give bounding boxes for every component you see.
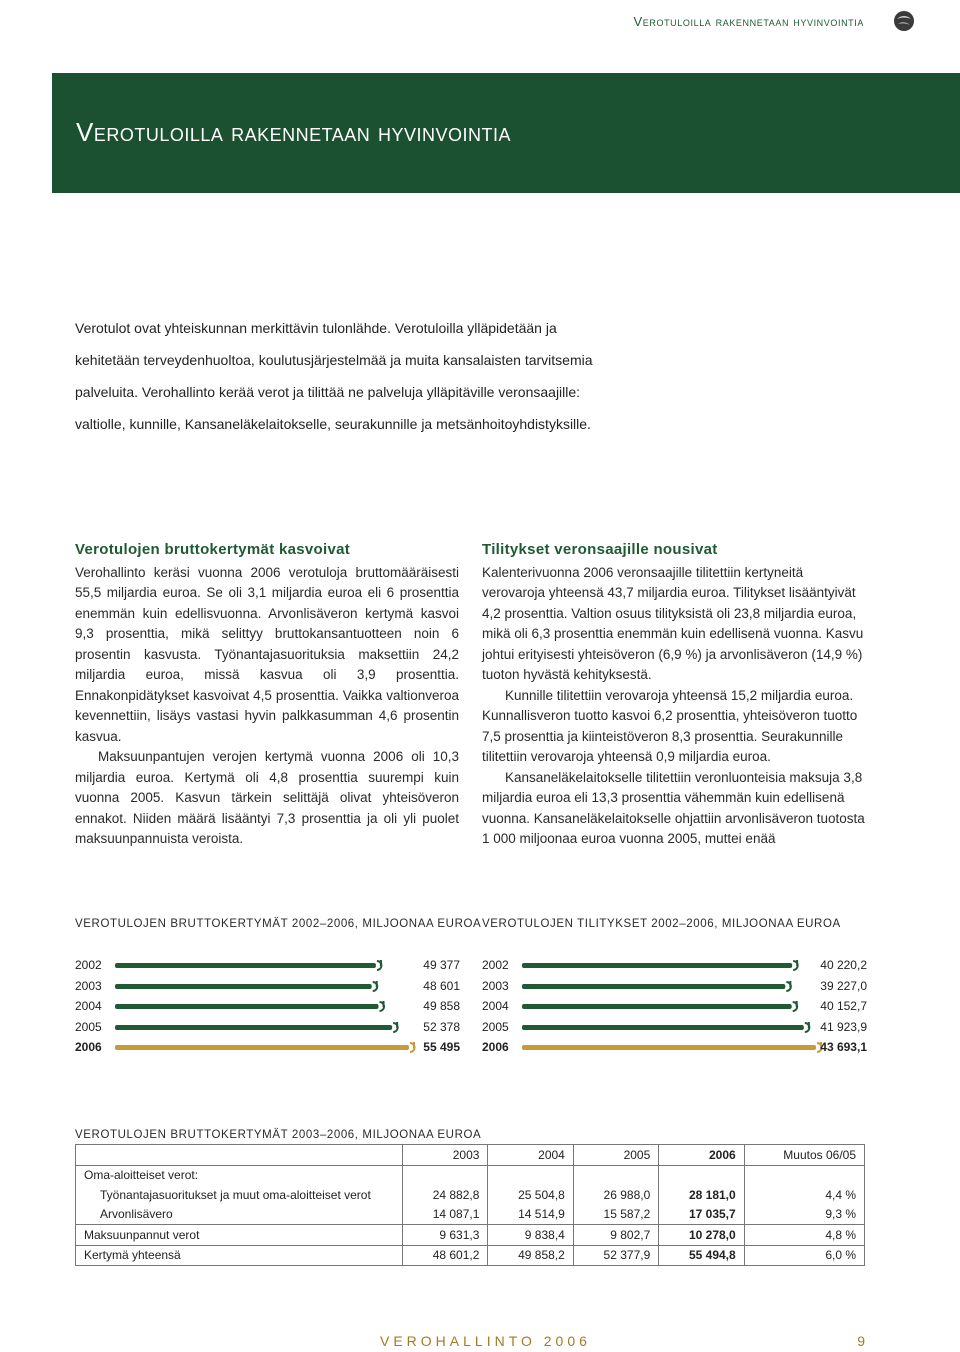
bar-category-label: 2005 [75,1019,102,1034]
table-cell: 15 587,2 [573,1205,658,1225]
table-row [76,1205,865,1225]
table-title: VEROTULOJEN BRUTTOKERTYMÄT 2003–2006, MILJOONAA EUROA [75,1129,482,1141]
right-column-heading: Tilitykset veronsaajille nousivat [482,541,718,558]
table-cell [488,1165,573,1185]
table-header-change: Muutos 06/05 [744,1145,864,1166]
bar-mark [522,1001,806,1013]
bar-mark [522,1022,818,1034]
running-head: Verotuloilla rakennetaan hyvinvointia [633,14,864,29]
table-cell: 14 514,9 [488,1205,573,1225]
bar-mark [115,960,390,972]
bar-mark [115,981,386,993]
bar-row [482,956,867,976]
gross-revenue-chart-title: VEROTULOJEN BRUTTOKERTYMÄT 2002–2006, MILJOONAA EUROA [75,918,482,930]
table-header-2005: 2005 [573,1145,658,1166]
table-cell: 52 377,9 [573,1245,658,1266]
footer-brand: VEROHALLINTO 2006 [380,1333,591,1349]
bar-category-label: 2006 [482,1040,509,1054]
bar-row [75,956,460,976]
bar-value-label: 49 858 [423,999,460,1013]
table-cell: 6,0 % [744,1245,864,1266]
bar-value-label: 41 923,9 [820,1019,867,1034]
bar-category-label: 2006 [75,1040,102,1054]
page-number: 9 [857,1333,865,1349]
gross-revenue-table [75,1144,865,1266]
table-cell: 9 838,4 [488,1225,573,1246]
table-header-2006: 2006 [659,1145,744,1166]
bar-value-label: 55 495 [423,1040,460,1054]
table-cell-label: Kertymä yhteensä [76,1245,403,1266]
bar-category-label: 2003 [482,978,509,993]
table-cell [744,1165,864,1185]
page-title: Verotuloilla rakennetaan hyvinvointia [76,117,512,147]
bar-mark [115,1001,393,1013]
left-column-paragraph-2: Maksuunpantujen verojen kertymä vuonna 2006 oli 10,3 miljardia euroa. Kertymä oli 4,8 prosenttia suurempi kuin vuonna 2005. Kasvun tärkein selittäjä olivat yhteisöveron ennakot. Niiden määrä lisääntyi 7,3 prosenttia ja oli yli puolet maksuunpannuista veroista. [75,749,459,846]
table-cell: 55 494,8 [659,1245,744,1266]
table-cell: 49 858,2 [488,1245,573,1266]
table-cell [403,1165,488,1185]
table-cell: 4,8 % [744,1225,864,1246]
bar-row [482,997,867,1017]
table-cell: 9 802,7 [573,1225,658,1246]
bar-row [75,1018,460,1038]
table-cell-label: Oma-aloitteiset verot: [76,1165,403,1185]
bar-row [482,977,867,997]
title-banner [52,73,960,193]
intro-paragraph: Verotulot ovat yhteiskunnan merkittävin tulonlähde. Verotuloilla ylläpidetään ja kehitetään terveydenhuoltoa, koulutusjärjestelmää ja muita kansalaisten tarvitsemia palveluita. Verohallinto kerää verot ja tilittää ne palveluja ylläpitäville veronsaajille: valtiolle, kunnille, Kansaneläkelaitokselle, seurakunnille ja metsänhoitoyhdistyksille. [75,320,593,432]
bar-mark [115,1022,407,1034]
bar-row [482,1038,867,1058]
gross-revenue-chart [75,956,460,1056]
bar-category-label: 2002 [75,958,102,972]
bar-mark [522,960,807,972]
right-column-paragraph-1: Kalenterivuonna 2006 veronsaajille tilitettiin kertyneitä verovaroja yhteensä 43,7 miljardia euroa. Tilitykset lisääntyivät 4,2 prosenttia. Valtion osuus tilityksistä oli 23,8 miljardia euroa, mikä oli 6,3 prosenttia enemmän kuin edellisenä vuonna. Kasvu johtui erityisesti yhteisöveron (6,9 %) ja arvonlisäveron (14,9 %) tuoton hyvästä kehityksestä. [482,564,864,682]
table-cell: 17 035,7 [659,1205,744,1225]
remittances-chart-title: VEROTULOJEN TILITYKSET 2002–2006, MILJOONAA EUROA [482,918,841,930]
bar-category-label: 2004 [482,999,509,1013]
table-header-2004: 2004 [488,1145,573,1166]
bar-category-label: 2004 [75,999,102,1013]
table-cell-label: Työnantajasuoritukset ja muut oma-aloitteiset verot [76,1185,403,1205]
table-row [76,1245,865,1266]
table-cell: 25 504,8 [488,1185,573,1205]
bar-row [75,1038,460,1058]
remittances-chart [482,956,867,1056]
table-cell: 26 988,0 [573,1185,658,1205]
bar-category-label: 2002 [482,958,509,972]
bar-mark [522,981,800,993]
table-header-row [76,1145,865,1166]
table-cell: 9,3 % [744,1205,864,1225]
bar-value-label: 48 601 [423,978,460,993]
table-cell: 28 181,0 [659,1185,744,1205]
table-row [76,1225,865,1246]
bar-row [75,997,460,1017]
table-row [76,1185,865,1205]
bar-row [75,977,460,997]
bar-value-label: 52 378 [423,1019,460,1034]
right-column [482,540,866,850]
left-column-heading: Verotulojen bruttokertymät kasvoivat [75,541,351,558]
table-cell: 10 278,0 [659,1225,744,1246]
table-row [76,1165,865,1185]
bar-mark [522,1042,830,1054]
table-header-label [76,1145,403,1166]
table-cell-label: Maksuunpannut verot [76,1225,403,1246]
table-header-2003: 2003 [403,1145,488,1166]
bar-value-label: 49 377 [423,958,460,972]
bar-mark [115,1042,423,1054]
table-cell: 9 631,3 [403,1225,488,1246]
bar-category-label: 2003 [75,978,102,993]
table-cell: 48 601,2 [403,1245,488,1266]
bar-row [482,1018,867,1038]
left-column [75,540,459,850]
bar-category-label: 2005 [482,1019,509,1034]
right-column-paragraph-2: Kunnille tilitettiin verovaroja yhteensä 15,2 miljardia euroa. Kunnallisveron tuotto kasvoi 6,2 prosenttia, yhteisöveron tuotto 7,5 prosenttia ja kiinteistöveron 8,3 prosenttia. Seurakunnille tilitettiin verovaroja yhteensä 0,9 miljardia euroa. [482,687,858,764]
right-column-paragraph-3: Kansaneläkelaitokselle tilitettiin veronluonteisia maksuja 3,8 miljardia euroa eli 13,3 prosenttia vähemmän kuin edellisenä vuonna. Kansaneläkelaitokselle ohjattiin arvonlisäveron tuotosta 1 000 miljoonaa euroa vuonna 2005, muttei enää [482,769,865,846]
table-cell [659,1165,744,1185]
table-cell: 14 087,1 [403,1205,488,1225]
bar-value-label: 43 693,1 [820,1040,867,1054]
bar-value-label: 40 152,7 [820,999,867,1013]
bar-value-label: 40 220,2 [820,958,867,972]
table-cell: 24 882,8 [403,1185,488,1205]
table-cell-label: Arvonlisävero [76,1205,403,1225]
bar-value-label: 39 227,0 [820,978,867,993]
table-cell [573,1165,658,1185]
table-cell: 4,4 % [744,1185,864,1205]
left-column-paragraph-1: Verohallinto keräsi vuonna 2006 verotuloja bruttomääräisesti 55,5 miljardia euroa. Se oli 3,1 miljardia euroa eli 6 prosenttia enemmän kuin edellisvuonna. Arvonlisäveron kertymä kasvoi 9,3 prosenttia, mikä selittyy bruttokansantuotteen noin 6 prosentin kasvusta. Työnantajasuorituksia maksettiin 24,2 miljardia euroa, missä kasvua oli 3,9 prosenttia. Ennakonpidätykset kasvoivat 4,5 prosenttia. Vaikka valtionveroa kevennettiin, lisäys vastasi hyvin palkkasumman 4,6 prosentin kasvua. [75,564,459,744]
verohallinto-logo-icon [893,10,915,32]
